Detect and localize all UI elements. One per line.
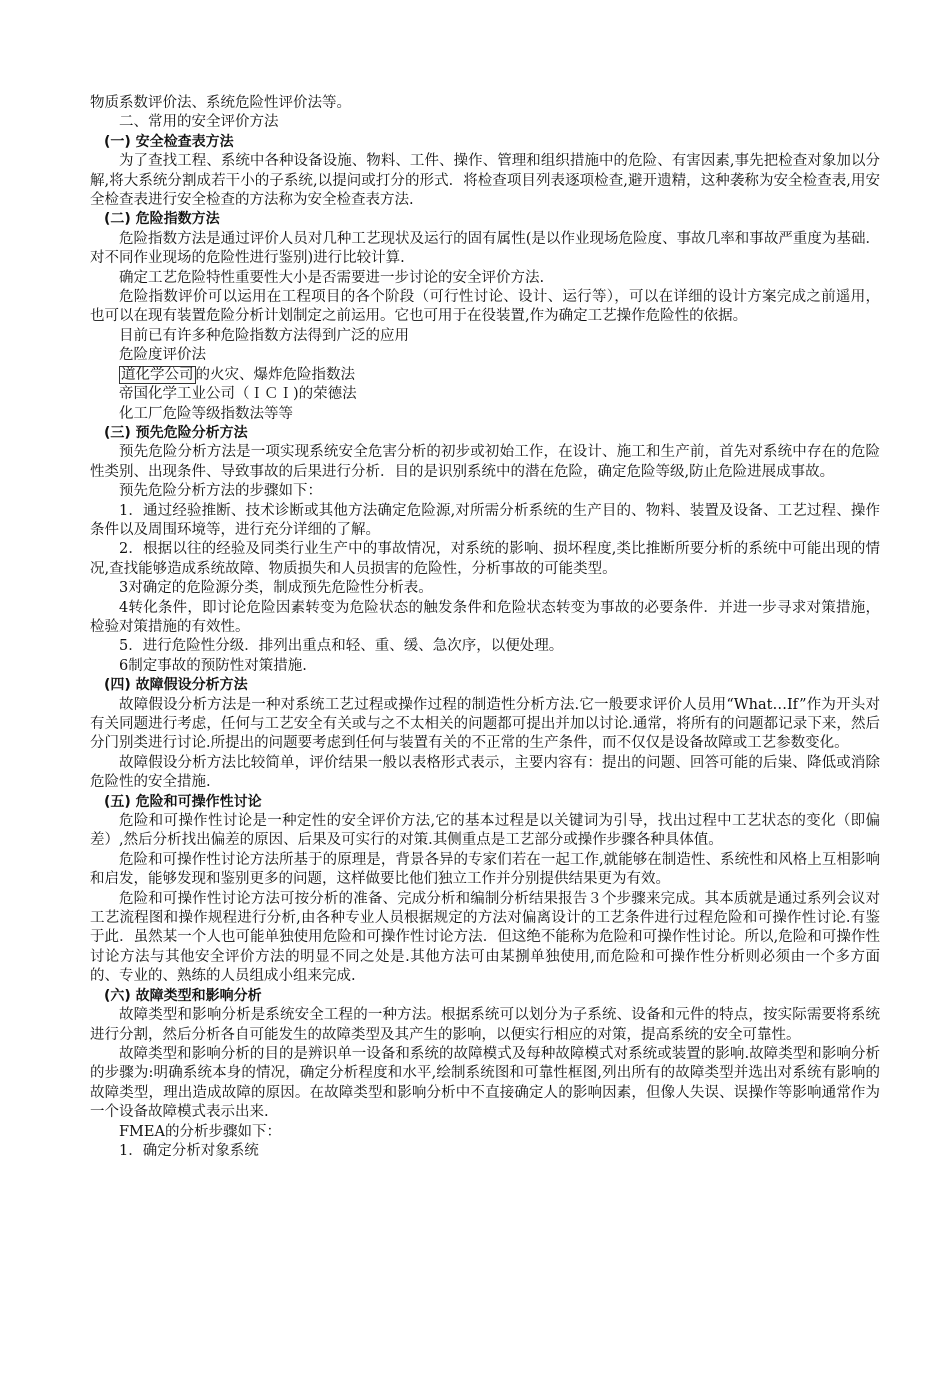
paragraph: 3对确定的危险源分类，制成预先危险性分析表。 <box>119 580 433 597</box>
section-heading: (四) 故障假设分析方法 <box>104 677 248 694</box>
paragraph: 为了查找工程、系统中各种设备设施、物料、工件、操作、管理和组织措施中的危险、有害因素,事先把检查对象加以分解,将大系统分割成若干小的子系统,以提问或打分的形式．将检查项目列表逐项检查,避开遗精，这种袭称为安全检查表,用安全检查表进行安全检查的方法称为安全检查表方法. <box>90 153 880 209</box>
paragraph: 故障类型和影响分析的目的是辨识单一设备和系统的故障模式及每种故障模式对系统或装置的影响.故障类型和影响分析的步骤为:明确系统本身的情况，确定分析程度和水平,绘制系统图和可靠性框图,列出所有的故障类型并选出对系统有影响的故障类型，理出造成故障的原因。在故障类型和影响分析中不直接确定人的影响因素，但像人失误、误操作等影响通常作为一个设备故障模式表示出来. <box>90 1045 880 1121</box>
paragraph: 6制定事故的预防性对策措施. <box>119 657 307 674</box>
paragraph: 物质系数评价法、系统危险性评价法等。 <box>90 95 351 111</box>
paragraph: FMEA的分析步骤如下： <box>119 1123 281 1140</box>
paragraph: 1．确定分析对象系统 <box>119 1142 259 1159</box>
paragraph: 危险指数方法是通过评价人员对几种工艺现状及运行的固有属性(是以作业现场危险度、事故几率和事故严重度为基础．对不同作业现场的危险性进行鉴别)进行比较计算. <box>90 230 880 267</box>
paragraph: 预先危险分析方法的步骤如下： <box>119 483 322 500</box>
paragraph: 1．通过经验推断、技术诊断或其他方法确定危险源,对所需分析系统的生产目的、物料、装置及设备、工艺过程、操作条件以及周围环境等，进行充分详细的了解。 <box>90 502 880 538</box>
paragraph: 二、常用的安全评价方法 <box>119 114 279 131</box>
paragraph-text: 的火灾、爆炸危险指数法 <box>195 366 355 383</box>
paragraph: 目前已有许多种危险指数方法得到广泛的应用 <box>119 327 409 344</box>
section-heading: (五) 危险和可操作性讨论 <box>104 793 262 810</box>
paragraph: 故障类型和影响分析是系统安全工程的一种方法。根据系统可以划分为子系统、设备和元件的特点，按实际需要将系统进行分割，然后分析各自可能发生的故障类型及其产生的影响，以便实行相应的对策，提高系统的安全可靠性。 <box>90 1007 880 1043</box>
paragraph: 帝国化学工业公司（ＩＣＩ)的荣德法 <box>119 386 357 403</box>
document-page <box>90 94 880 1161</box>
section-heading: (六) 故障类型和影响分析 <box>104 987 262 1004</box>
paragraph: 故障假设分析方法是一种对系统工艺过程或操作过程的制造性分析方法.它一般要求评价人员用“What…If”作为开头对有关同题进行考虑，任何与工艺安全有关或与之不太相关的问题都可提出并加以讨论.通常，将所有的问题都记录下来，然后分门别类进行讨论.所提出的问题要考虑到任何与装置有关的不正常的生产条件，而不仅仅是设备故障或工艺参数变化。 <box>90 696 880 752</box>
paragraph: 5．进行危险性分级．排列出重点和轻、重、缓、急次序，以便处理。 <box>119 638 564 655</box>
section-heading: (二) 危险指数方法 <box>104 211 220 228</box>
section-heading: (三) 预先危险分析方法 <box>104 424 248 441</box>
paragraph: 2．根据以往的经验及同类行业生产中的事故情况，对系统的影响、损坏程度,类比推断所要分析的系统中可能出现的情况,查找能够造成系统故障、物质损失和人员损害的危险性，分析事故的可能类型。 <box>90 541 880 577</box>
paragraph: 化工厂危险等级指数法等等 <box>119 405 293 422</box>
paragraph <box>90 366 880 385</box>
paragraph: 故障假设分析方法比较简单，评价结果一般以表格形式表示，主要内容有：提出的问题、回答可能的后粜、降低或消除危险性的安全措施. <box>90 754 880 791</box>
paragraph: 确定工艺危险特性重要性大小是否需要进一步讨论的安全评价方法. <box>119 269 545 286</box>
paragraph: 危险指数评价可以运用在工程项目的各个阶段（可行性讨论、设计、运行等），可以在详细的设计方案完成之前遥用，也可以在现有装置危险分析计划制定之前运用。它也可用于在役装置,作为确定工艺操作危险性的依据。 <box>90 289 880 325</box>
paragraph: 危险和可操作性讨论是一种定性的安全评价方法,它的基本过程是以关键词为引导，找出过程中工艺状态的变化（即偏差）,然后分析找出偏差的原因、后果及可实行的对策.其侧重点是工艺部分或操作步骤各种具体值。 <box>90 813 880 849</box>
boxed-text: 道化学公司 <box>121 366 194 383</box>
paragraph: 预先危险分析方法是一项实现系统安全危害分析的初步或初始工作，在设计、施工和生产前，首先对系统中存在的危险性类别、出现条件、导致事故的后果进行分析．目的是识别系统中的潜在危险，确定危险等级,防止危险进展成事故。 <box>90 444 880 480</box>
paragraph: 危险和可操作性讨论方法可按分析的准备、完成分析和编制分析结果报告３个步骤来完成。其本质就是通过系列会议对工艺流程图和操作规程进行分析,由各种专业人员根据规定的方法对偏离设计的工艺条件进行过程危险和可操作性讨论.有鉴于此．虽然某一个人也可能单独使用危险和可操作性讨论方法．但这绝不能称为危险和可操作性讨论。所以,危险和可操作性讨论方法与其他安全评价方法的明显不同之处是.其他方法可由某捌单独使用,而危险和可操作性分析则必须由一个多方面的、专业的、熟练的人员组成小组来完成. <box>90 890 880 985</box>
paragraph: 4转化条件，即讨论危险因素转变为危险状态的触发条件和危险状态转变为事故的必要条件．并进一步寻求对策措施，检验对策措施的有效性。 <box>90 599 880 635</box>
paragraph: 危险度评价法 <box>119 347 206 364</box>
section-heading: (一) 安全检查表方法 <box>104 133 234 150</box>
paragraph: 危险和可操作性讨论方法所基于的原理是，背景各异的专家们若在一起工作,就能够在制造性、系统性和风格上互相影响和启发，能够发现和鉴别更多的问题，这样做要比他们独立工作并分别提供结果更为有效。 <box>90 851 880 888</box>
